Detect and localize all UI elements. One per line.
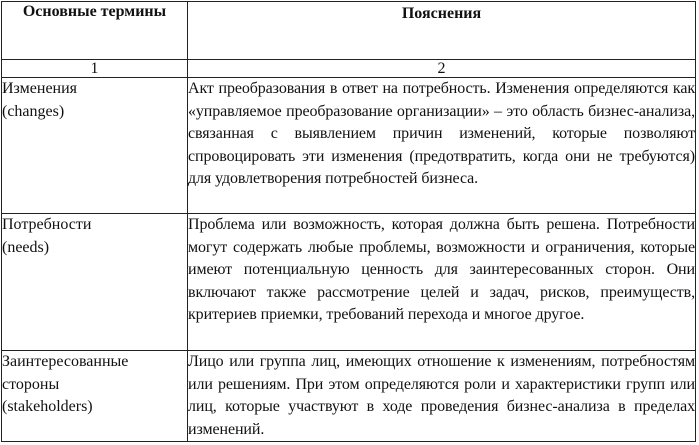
term-cell	[2, 351, 188, 442]
term-name: Потребности	[2, 216, 92, 233]
term-name: Изменения	[2, 80, 78, 97]
column-number-row	[2, 60, 696, 78]
header-explanations: Пояснения	[188, 2, 696, 60]
table-row	[2, 78, 696, 214]
term-english: (needs)	[2, 238, 50, 256]
description-cell: Лицо или группа лиц, имеющих отношение к изменениям, потребностям или решениям. При этом определяются роли и характеристики групп или лиц, которые участвуют в ходе проведения бизнес-анализа в пределах изменений.	[188, 351, 696, 442]
table-row	[2, 351, 696, 442]
header-terms: Основные термины	[2, 2, 188, 60]
description-cell: Проблема или возможность, которая должна быть решена. Потребности могут содержать любые проблемы, возможности и ограничения, которые имеют потенциальную ценность для заинтересованных сторон. Они включают также рассмотрение целей и задач, рисков, преимуществ, критериев приемки, требований перехода и многое другое.	[188, 214, 696, 351]
term-english: (stakeholders)	[2, 398, 93, 415]
header-row	[2, 2, 696, 60]
term-cell	[2, 214, 188, 351]
table-row	[2, 214, 696, 351]
column-number-1: 1	[2, 60, 188, 78]
description-cell: Акт преобразования в ответ на потребность. Изменения определяются как «управляемое преобразование организации» – это область бизнес-анализа, связанная с выявлением причин изменений, которые позволяют спровоцировать эти изменения (предотвратить, когда они не требуются) для удовлетворения потребностей бизнеса.	[188, 78, 696, 214]
column-number-2: 2	[188, 60, 696, 78]
terms-table	[1, 1, 696, 442]
term-name: Заинтересованные стороны	[2, 353, 129, 393]
term-english: (changes)	[2, 102, 65, 120]
term-cell	[2, 78, 188, 214]
